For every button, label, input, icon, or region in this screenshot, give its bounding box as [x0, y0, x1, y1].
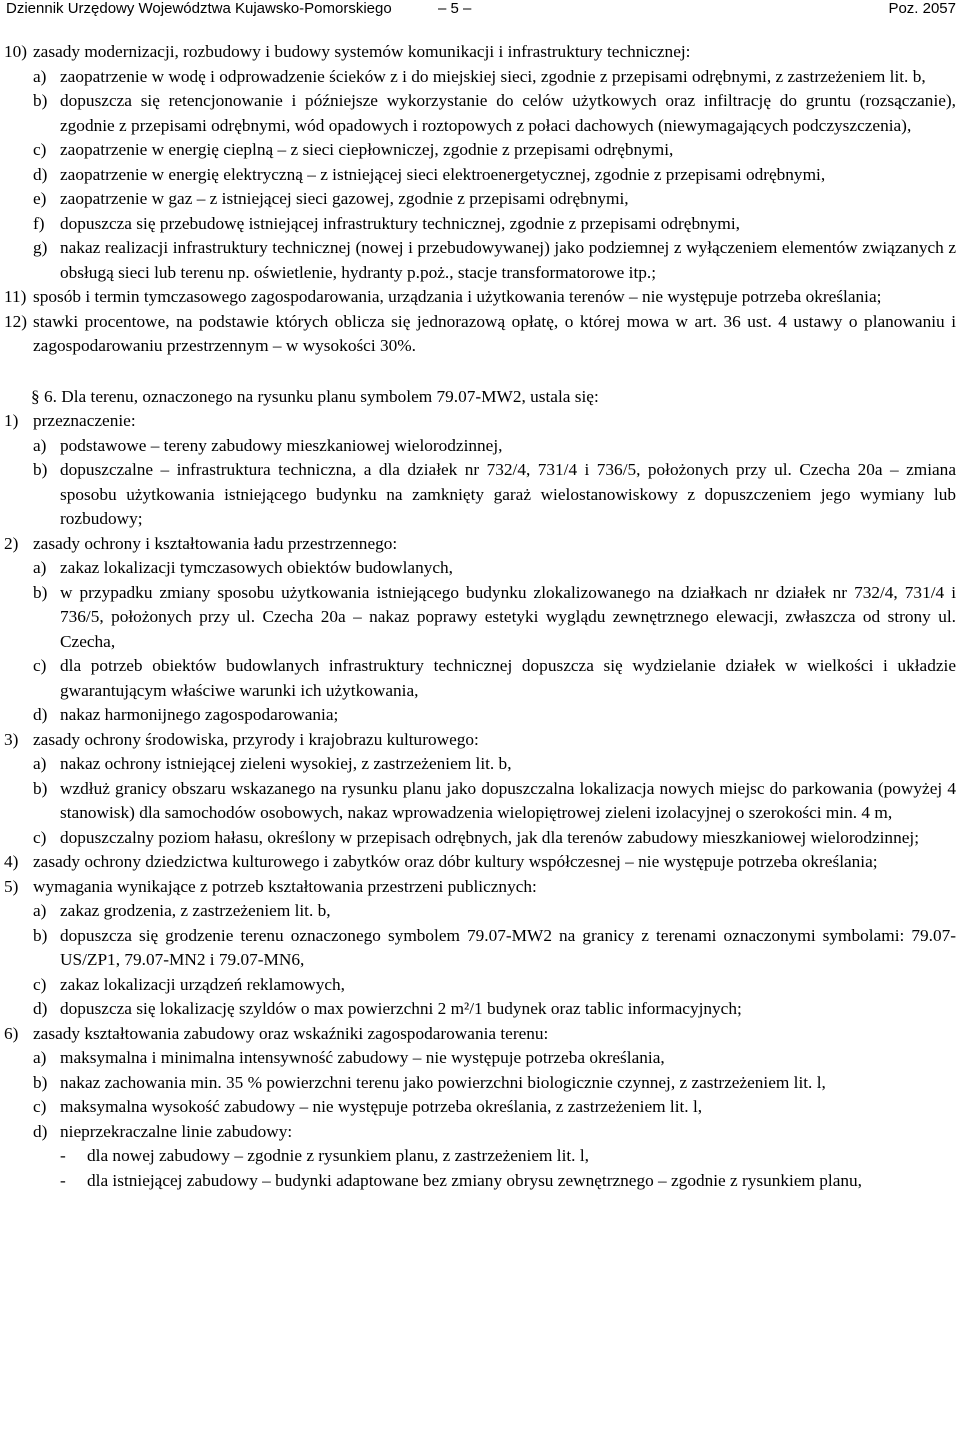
clause-2-d — [4, 703, 956, 728]
item-letter: d) — [33, 705, 48, 724]
item-text: maksymalna i minimalna intensywność zabudowy – nie występuje potrzeba określania, — [60, 1048, 665, 1067]
item-text: nakaz zachowania min. 35 % powierzchni terenu jako powierzchni biologicznie czynnej, z zastrzeżeniem lit. l, — [60, 1072, 826, 1092]
section-6-heading: § 6. Dla terenu, oznaczonego na rysunku planu symbolem 79.07-MW2, ustala się: — [31, 386, 599, 406]
clause-12 — [4, 310, 956, 359]
clause-6 — [4, 1022, 956, 1047]
clause-number: 4) — [4, 852, 19, 871]
clause-number: 2) — [4, 533, 19, 553]
item-text: dopuszcza się przebudowę istniejącej infrastruktury technicznej, zgodnie z przepisami odrębnymi, — [60, 213, 740, 233]
item-letter: a) — [33, 901, 47, 920]
clause-5 — [4, 875, 956, 900]
item-text: zakaz grodzenia, z zastrzeżeniem lit. b, — [60, 901, 331, 920]
document-body — [4, 40, 956, 1193]
clause-6-c — [4, 1095, 956, 1120]
position-number: Poz. 2057 — [888, 0, 956, 17]
item-letter: b) — [33, 925, 48, 945]
clause-2-a — [4, 556, 956, 581]
item-text: dopuszcza się lokalizację szyldów o max powierzchni 2 m²/1 budynek oraz tablic informacyjnych; — [60, 999, 742, 1018]
clause-10-g — [4, 236, 956, 285]
item-letter: c) — [33, 827, 47, 847]
clause-number: 3) — [4, 729, 19, 749]
dash-marker: - — [60, 1146, 66, 1165]
item-letter: b) — [33, 1072, 48, 1092]
clause-2 — [4, 532, 956, 557]
item-text: wzdłuż granicy obszaru wskazanego na rysunku planu jako dopuszczalna lokalizacja nowych miejsc do parkowania (powyżej 4 stanowisk) dla samochodów osobowych, nakaz wprowadzenia wielopiętrowej zieleni izolacyjnej o szerokości min. 4 m, — [60, 778, 956, 822]
clause-text: zasady ochrony dziedzictwa kulturowego i zabytków oraz dóbr kultury współczesnej – nie występuje potrzeba określania; — [33, 852, 878, 871]
item-letter: c) — [33, 656, 47, 675]
item-text: dopuszczalny poziom hałasu, określony w przepisach odrębnych, jak dla terenów zabudowy mieszkaniowej wielorodzinnej; — [60, 827, 919, 847]
item-text: dopuszcza się grodzenie terenu oznaczonego symbolem 79.07-MW2 na granicy z terenami oznaczonymi symbolami: 79.07-US/ZP1, 79.07-MN2 i 79.07-MN6, — [60, 925, 956, 969]
clause-1-b — [4, 458, 956, 532]
item-letter: c) — [33, 974, 47, 994]
item-letter: g) — [33, 238, 48, 257]
clause-10 — [4, 40, 956, 65]
clause-number: 6) — [4, 1023, 19, 1043]
clause-10-f — [4, 212, 956, 237]
dash-text: dla istniejącej zabudowy – budynki adaptowane bez zmiany obrysu zewnętrznego – zgodnie z rysunkiem planu, — [87, 1170, 863, 1190]
item-letter: b) — [33, 460, 48, 479]
clause-1 — [4, 409, 956, 434]
item-letter: a) — [33, 754, 47, 773]
item-letter: b) — [33, 582, 48, 602]
item-letter: c) — [33, 1097, 47, 1116]
clause-number: 12) — [4, 311, 28, 331]
clause-text: wymagania wynikające z potrzeb kształtowania przestrzeni publicznych: — [33, 876, 537, 896]
clause-6-d-dash-2 — [4, 1169, 956, 1194]
item-text: podstawowe – tereny zabudowy mieszkaniowej wielorodzinnej, — [60, 435, 503, 455]
item-text: w przypadku zmiany sposobu użytkowania istniejącego budynku zlokalizowanego na działkach nr działek nr 732/4, 731/4 i 736/5, położonych przy ul. Czecha 20a – nakaz poprawy estetyki wyglądu zewnętrznego elewacji, zwłaszcza od strony ul. Czecha, — [60, 582, 956, 651]
page-number: – 5 – — [438, 0, 472, 17]
item-text: nieprzekraczalne linie zabudowy: — [60, 1121, 293, 1141]
journal-title: Dziennik Urzędowy Województwa Kujawsko-Pomorskiego — [6, 0, 392, 17]
item-text: nakaz realizacji infrastruktury technicznej (nowej i przebudowywanej) jako podziemnej z wyłączeniem elementów związanych z obsługą sieci lub terenu np. oświetlenie, hydranty p.poż., stacje transformatorowe itp.; — [60, 238, 956, 282]
item-text: zaopatrzenie w gaz – z istniejącej sieci gazowej, zgodnie z przepisami odrębnymi, — [60, 189, 629, 208]
clause-5-b — [4, 924, 956, 973]
clause-10-a — [4, 65, 956, 90]
item-text: zaopatrzenie w wodę i odprowadzenie ścieków z i do miejskiej sieci, zgodnie z przepisami odrębnymi, z zastrzeżeniem lit. b, — [60, 66, 926, 86]
item-text: dla potrzeb obiektów budowlanych infrastruktury technicznej dopuszcza się wydzielanie działek w wielkości i układzie gwarantującym właściwe warunki ich użytkowania, — [60, 656, 956, 700]
page-header — [6, 0, 956, 20]
clause-number: 1) — [4, 411, 19, 430]
clause-number: 11) — [4, 287, 27, 306]
item-letter: e) — [33, 189, 47, 208]
item-text: maksymalna wysokość zabudowy – nie występuje potrzeba określania, z zastrzeżeniem lit. l, — [60, 1097, 703, 1116]
item-letter: b) — [33, 778, 48, 798]
clause-text: zasady modernizacji, rozbudowy i budowy systemów komunikacji i infrastruktury technicznej: — [33, 42, 691, 61]
item-letter: d) — [33, 164, 48, 184]
item-letter: b) — [33, 91, 48, 110]
clause-3-c — [4, 826, 956, 851]
clause-number: 10) — [4, 42, 28, 61]
clause-3 — [4, 728, 956, 753]
clause-text: zasady kształtowania zabudowy oraz wskaźniki zagospodarowania terenu: — [33, 1023, 549, 1043]
clause-text: przeznaczenie: — [33, 411, 136, 430]
item-letter: a) — [33, 435, 47, 455]
clause-10-e — [4, 187, 956, 212]
clause-6-b — [4, 1071, 956, 1096]
item-text: zakaz lokalizacji tymczasowych obiektów budowlanych, — [60, 558, 454, 577]
item-letter: f) — [33, 213, 45, 233]
item-text: zaopatrzenie w energię elektryczną – z istniejącej sieci elektroenergetycznej, zgodnie z przepisami odrębnymi, — [60, 164, 826, 184]
dash-marker: - — [60, 1170, 66, 1190]
clause-5-d — [4, 997, 956, 1022]
clause-11 — [4, 285, 956, 310]
clause-3-a — [4, 752, 956, 777]
clause-4 — [4, 850, 956, 875]
item-text: zakaz lokalizacji urządzeń reklamowych, — [60, 974, 345, 994]
clause-text: zasady ochrony środowiska, przyrody i krajobrazu kulturowego: — [33, 729, 479, 749]
item-letter: d) — [33, 999, 48, 1018]
clause-2-b — [4, 581, 956, 655]
item-text: nakaz harmonijnego zagospodarowania; — [60, 705, 339, 724]
clause-5-a — [4, 899, 956, 924]
clause-text: zasady ochrony i kształtowania ładu przestrzennego: — [33, 533, 398, 553]
clause-text: sposób i termin tymczasowego zagospodarowania, urządzania i użytkowania terenów – nie występuje potrzeba określania; — [33, 287, 882, 306]
clause-text: stawki procentowe, na podstawie których oblicza się jednorazową opłatę, o której mowa w art. 36 ust. 4 ustawy o planowaniu i zagospodarowaniu przestrzennym – w wysokości 30%. — [33, 311, 956, 355]
clause-10-d — [4, 163, 956, 188]
item-letter: c) — [33, 140, 47, 159]
clause-1-a — [4, 434, 956, 459]
item-text: zaopatrzenie w energię cieplną – z sieci ciepłowniczej, zgodnie z przepisami odrębnymi, — [60, 140, 674, 159]
dash-text: dla nowej zabudowy – zgodnie z rysunkiem planu, z zastrzeżeniem lit. l, — [87, 1146, 589, 1165]
clause-6-a — [4, 1046, 956, 1071]
clause-10-b — [4, 89, 956, 138]
clause-10-c — [4, 138, 956, 163]
clause-number: 5) — [4, 876, 19, 896]
clause-6-d-dash-1 — [4, 1144, 956, 1169]
clause-5-c — [4, 973, 956, 998]
item-letter: d) — [33, 1121, 48, 1141]
clause-3-b — [4, 777, 956, 826]
item-text: nakaz ochrony istniejącej zieleni wysokiej, z zastrzeżeniem lit. b, — [60, 754, 512, 773]
clause-2-c — [4, 654, 956, 703]
clause-6-d — [4, 1120, 956, 1145]
item-letter: a) — [33, 66, 47, 86]
item-text: dopuszcza się retencjonowanie i późniejsze wykorzystanie do celów użytkowych oraz infiltrację do gruntu (rozsączanie), zgodnie z przepisami odrębnymi, wód opadowych i roztopowych z połaci dachowych (niewymagających podczyszczenia), — [60, 91, 956, 135]
item-letter: a) — [33, 558, 47, 577]
item-text: dopuszczalne – infrastruktura techniczna, a dla działek nr 732/4, 731/4 i 736/5, położonych przy ul. Czecha 20a – zmiana sposobu użytkowania istniejącego budynku na zamknięty garaż wielostanowiskowy z dopuszczeniem jego wymiany lub rozbudowy; — [60, 460, 956, 528]
item-letter: a) — [33, 1048, 47, 1067]
